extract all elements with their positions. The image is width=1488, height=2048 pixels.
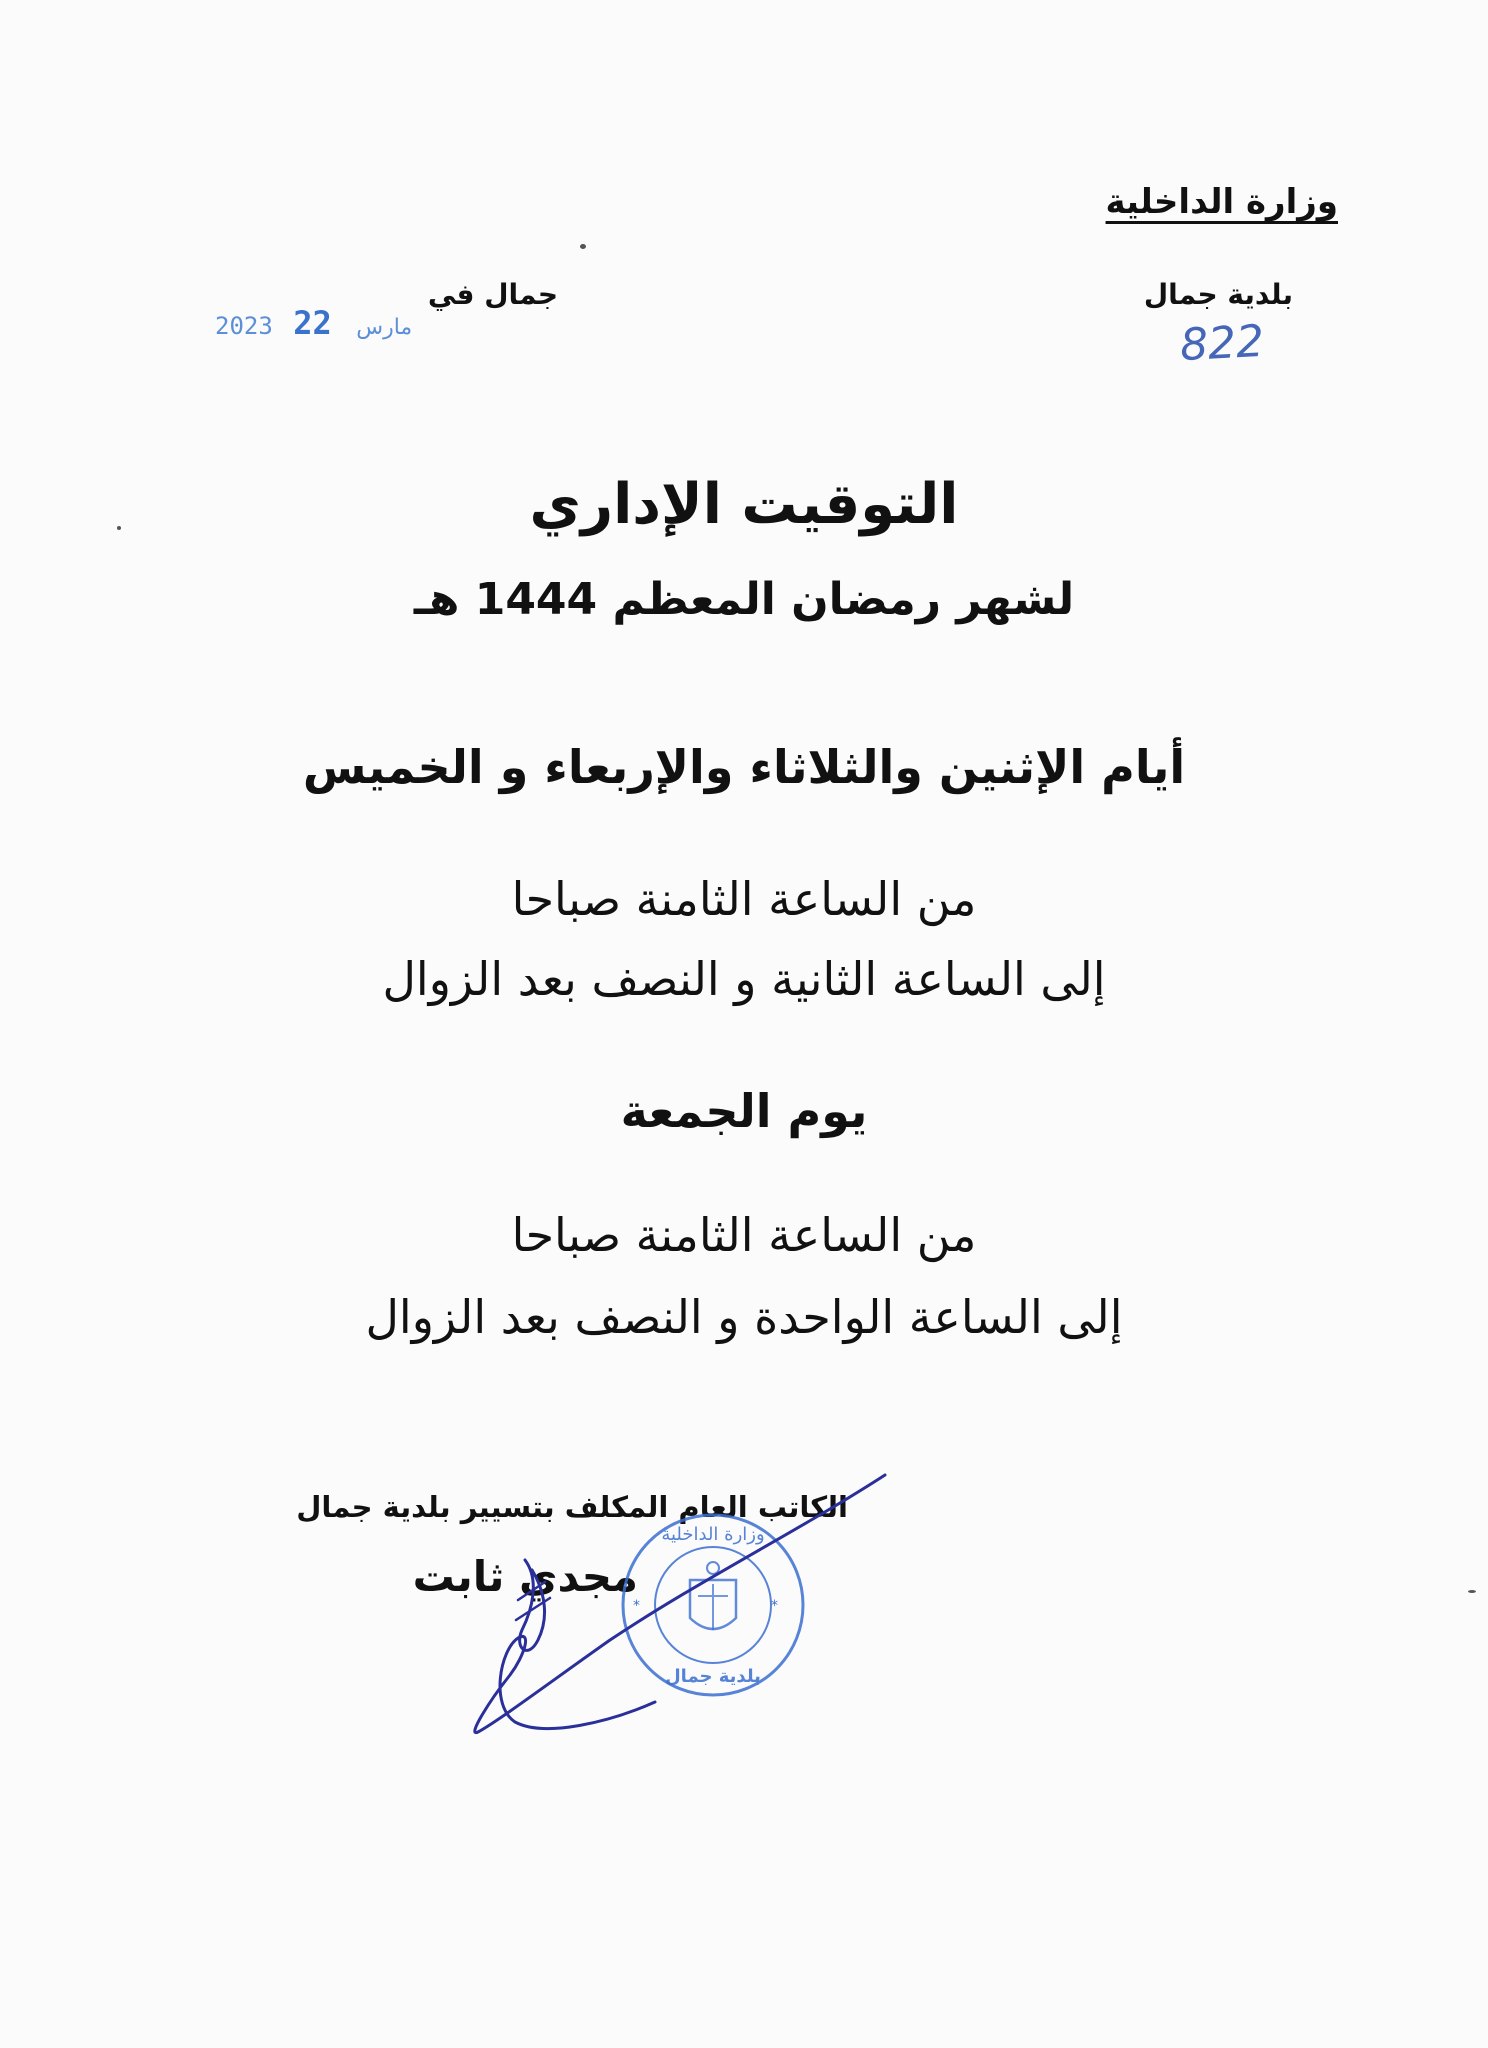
svg-text:*: *: [633, 1598, 640, 1614]
document-title: التوقيت الإداري: [529, 472, 959, 537]
handwritten-reference-number: 822: [1178, 315, 1266, 372]
date-stamp-year: 2023: [215, 312, 273, 340]
date-stamp: [215, 304, 416, 342]
signer-name: مجدي ثابت: [412, 1552, 638, 1601]
seal-bottom-text: بلدية جمال: [665, 1666, 761, 1687]
seal-top-text: وزارة الداخلية: [661, 1524, 765, 1545]
ministry-heading: وزارة الداخلية: [1105, 182, 1338, 222]
weekdays-start-time: من الساعة الثامنة صباحا: [511, 872, 977, 926]
weekdays-end-time: إلى الساعة الثانية و النصف بعد الزوال: [382, 952, 1106, 1006]
weekdays-heading: أيام الإثنين والثلاثاء والإربعاء و الخميس: [302, 740, 1186, 794]
scan-speck: [1468, 1590, 1476, 1593]
friday-start-time: من الساعة الثامنة صباحا: [511, 1208, 977, 1262]
signer-title: الكاتب العام المكلف بتسيير بلدية جمال: [296, 1490, 848, 1524]
scan-speck: [117, 526, 121, 530]
scan-speck: [580, 244, 586, 249]
document-subtitle: لشهر رمضان المعظم 1444 هـ: [413, 574, 1075, 625]
friday-heading: يوم الجمعة: [620, 1084, 868, 1138]
date-stamp-day: 22: [293, 304, 332, 342]
place-date-label: جمال في: [427, 278, 558, 311]
handwritten-signature: [470, 1470, 890, 1740]
friday-end-time: إلى الساعة الواحدة و النصف بعد الزوال: [365, 1290, 1123, 1344]
date-stamp-month: مارس: [356, 315, 413, 340]
municipality-name: بلدية جمال: [1143, 278, 1293, 311]
svg-text:*: *: [771, 1598, 778, 1614]
